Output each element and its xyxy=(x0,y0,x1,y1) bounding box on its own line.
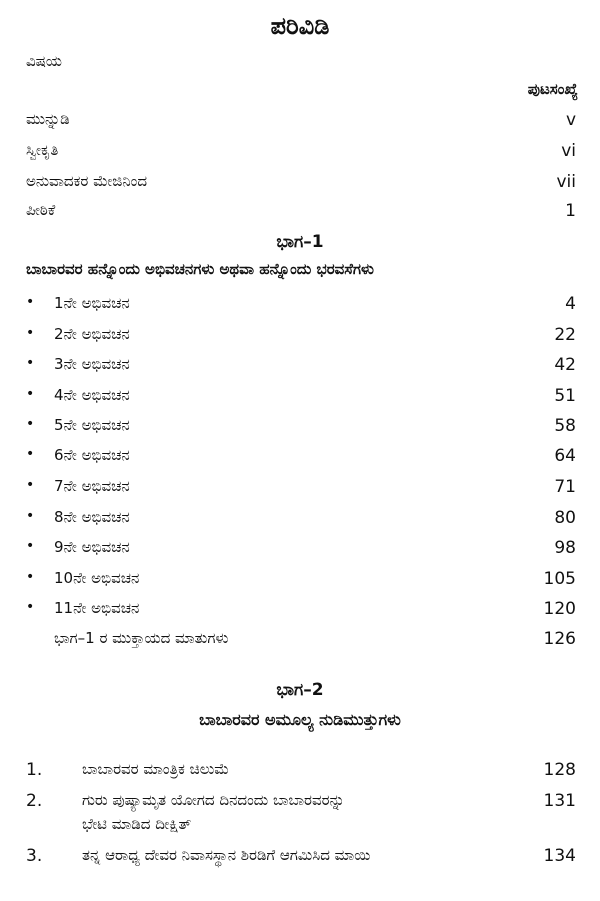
page-column-label: ಪುಟಸಂಖ್ಯೆ xyxy=(527,80,578,98)
list-item: 1ನೇ ಅಭಿವಚನ xyxy=(54,294,130,312)
part2-subtitle: ಬಾಬಾರವರ ಅಮೂಲ್ಯ ನುಡಿಮುತ್ತುಗಳು xyxy=(199,710,401,729)
toc-page-number: 64 xyxy=(554,446,576,466)
bullet-icon: • xyxy=(26,446,35,462)
toc-page-number: 134 xyxy=(543,846,576,866)
toc-page-number: 71 xyxy=(554,477,576,497)
toc-page-number: 105 xyxy=(543,569,576,589)
toc-page-number: 58 xyxy=(554,416,576,436)
bullet-icon: • xyxy=(26,416,35,432)
bullet-icon: • xyxy=(26,508,35,524)
list-item: 2ನೇ ಅಭಿವಚನ xyxy=(54,325,130,343)
list-item: 10ನೇ ಅಭಿವಚನ xyxy=(54,569,140,587)
toc-page-number: 120 xyxy=(543,599,576,619)
toc-page-number: 4 xyxy=(565,294,576,314)
part1-heading: ಭಾಗ–1 xyxy=(276,232,324,252)
list-item: 9ನೇ ಅಭಿವಚನ xyxy=(54,538,130,556)
list-item: 11ನೇ ಅಭಿವಚನ xyxy=(54,599,140,617)
toc-page-number: 80 xyxy=(554,508,576,528)
toc-page-number: vi xyxy=(561,141,576,161)
toc-page-number: 131 xyxy=(543,791,576,811)
list-item: 6ನೇ ಅಭಿವಚನ xyxy=(54,446,130,464)
toc-page-number: 51 xyxy=(554,386,576,406)
toc-page-number: vii xyxy=(556,172,576,192)
bullet-icon: • xyxy=(26,325,35,341)
part2-heading: ಭಾಗ–2 xyxy=(276,680,324,700)
toc-entry-introduction: ಪೀಠಿಕೆ xyxy=(26,201,56,219)
toc-page-number: 128 xyxy=(543,760,576,780)
bullet-icon: • xyxy=(26,538,35,554)
list-item-continuation: ಭೇಟಿ ಮಾಡಿದ ದೀಕ್ಷಿತ್ xyxy=(82,815,192,833)
list-item: 7ನೇ ಅಭಿವಚನ xyxy=(54,477,130,495)
list-item: 8ನೇ ಅಭಿವಚನ xyxy=(54,508,130,526)
item-number: 1. xyxy=(26,760,43,780)
item-number: 2. xyxy=(26,791,43,811)
part1-conclusion: ಭಾಗ–1 ರ ಮುಕ್ತಾಯದ ಮಾತುಗಳು xyxy=(54,629,229,647)
list-item: 5ನೇ ಅಭಿವಚನ xyxy=(54,416,130,434)
toc-page-number: 42 xyxy=(554,355,576,375)
bullet-icon: • xyxy=(26,294,35,310)
page-title: ಪರಿವಿಡಿ xyxy=(270,12,330,40)
bullet-icon: • xyxy=(26,386,35,402)
list-item: ಗುರು ಪುಷ್ಯಾಮೃತ ಯೋಗದ ದಿನದಂದು ಬಾಬಾರವರನ್ನು xyxy=(82,791,345,809)
toc-page-number: v xyxy=(565,110,576,130)
toc-entry-preface: ಮುನ್ನುಡಿ xyxy=(26,110,70,128)
toc-page-number: 98 xyxy=(554,538,576,558)
item-number: 3. xyxy=(26,846,43,866)
list-item: ತನ್ನ ಆರಾಧ್ಯ ದೇವರ ನಿವಾಸಸ್ಥಾನ ಶಿರಡಿಗೆ ಆಗಮಿಸಿದ ಮಾಯಿ xyxy=(82,846,371,864)
bullet-icon: • xyxy=(26,569,35,585)
toc-page-number: 126 xyxy=(543,629,576,649)
toc-page-number: 1 xyxy=(565,201,576,221)
bullet-icon: • xyxy=(26,355,35,371)
part1-subtitle: ಬಾಬಾರವರ ಹನ್ನೊಂದು ಅಭಿವಚನಗಳು ಅಥವಾ ಹನ್ನೊಂದು ಭರವಸೆಗಳು xyxy=(26,260,374,278)
toc-page-number: 22 xyxy=(554,325,576,345)
list-item: ಬಾಬಾರವರ ಮಾಂತ್ರಿಕ ಚಿಲುಮೆ xyxy=(82,760,230,778)
toc-entry-acknowledgement: ಸ್ವೀಕೃತಿ xyxy=(26,141,59,159)
bullet-icon: • xyxy=(26,477,35,493)
subject-label: ವಿಷಯ xyxy=(26,52,62,70)
list-item: 4ನೇ ಅಭಿವಚನ xyxy=(54,386,130,404)
toc-entry-translator-note: ಅನುವಾದಕರ ಮೇಜಿನಿಂದ xyxy=(26,172,148,190)
bullet-icon: • xyxy=(26,599,35,615)
list-item: 3ನೇ ಅಭಿವಚನ xyxy=(54,355,130,373)
